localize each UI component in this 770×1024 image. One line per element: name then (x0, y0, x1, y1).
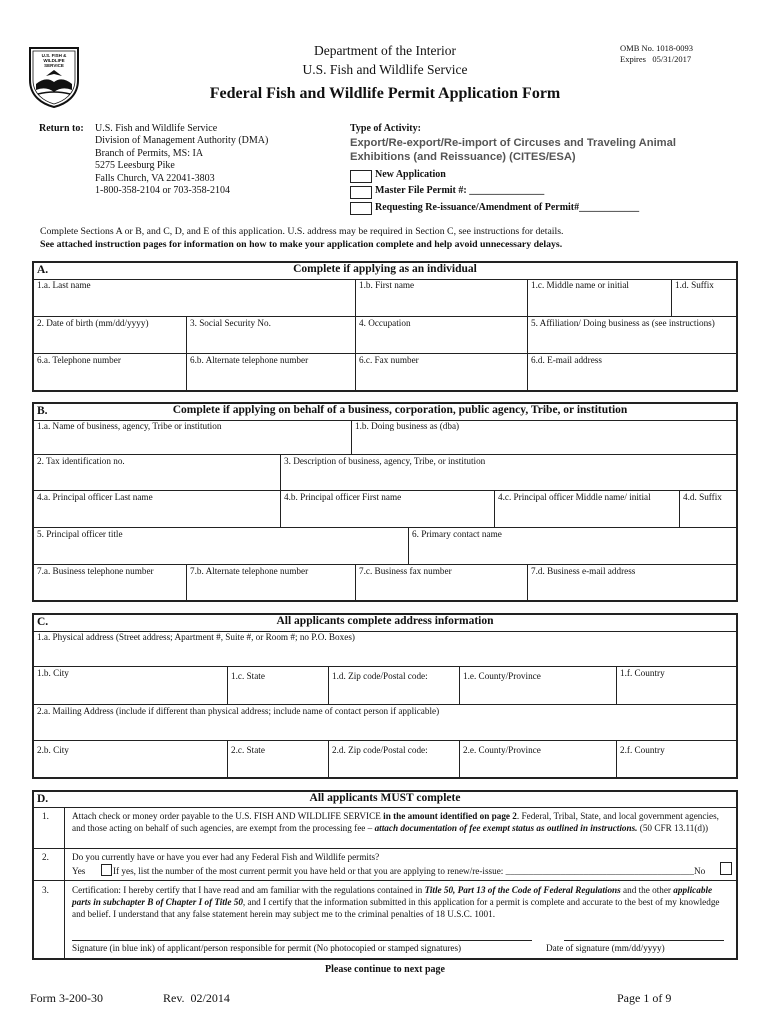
field-officer-middle-name[interactable]: 4.c. Principal officer Middle name/ initial (495, 491, 680, 528)
item-3-text-a: Certification: I hereby certify that I have read and am familiar with the regulations contained in (72, 885, 425, 895)
reissuance-checkbox[interactable] (350, 202, 372, 215)
item-2-detail: If yes, list the number of the most current permit you have held or that you are applying to renew/re-issue: _________________________________________No (113, 866, 706, 876)
field-county[interactable]: 1.e. County/Province (460, 667, 617, 705)
field-alt-telephone[interactable]: 6.b. Alternate telephone number (187, 354, 356, 390)
date-line[interactable] (564, 940, 724, 941)
field-occupation[interactable]: 4. Occupation (356, 317, 528, 354)
section-d-letter: D. (37, 793, 49, 805)
field-physical-address[interactable]: 1.a. Physical address (Street address; Apartment #, Suite #, or Room #; no P.O. Boxes) (34, 631, 736, 667)
field-business-description[interactable]: 3. Description of business, agency, Tribe, or institution (281, 455, 736, 491)
section-a (32, 261, 738, 392)
revision: Rev. 02/2014 (163, 991, 230, 1005)
field-primary-contact[interactable]: 6. Primary contact name (409, 528, 736, 565)
signature-line[interactable] (72, 940, 532, 941)
item-1-text-a: Attach check or money order payable to the U.S. FISH AND WILDLIFE SERVICE (72, 811, 384, 821)
field-state[interactable]: 1.c. State (228, 667, 329, 705)
yes-label: Yes (72, 866, 86, 876)
item-1-text-c: . Federal, Tribal, State, and local government agencies, and those acting on behalf of such agencies, are exempt from the processing fee – (72, 811, 719, 833)
page-number: Page 1 of 9 (617, 991, 672, 1005)
form-title: Federal Fish and Wildlife Permit Application Form (209, 85, 561, 102)
master-file-checkbox[interactable] (350, 186, 372, 199)
field-mailing-zip[interactable]: 2.d. Zip code/Postal code: (329, 741, 460, 777)
section-d-header (34, 792, 736, 808)
section-b-title: Complete if applying on behalf of a business, corporation, public agency, Tribe, or institution (172, 404, 628, 416)
field-business-fax[interactable]: 7.c. Business fax number (356, 565, 528, 600)
item-1-text-e: (50 CFR 13.11(d)) (637, 823, 709, 833)
item-3-text-b: Title 50, Part 13 of the Code of Federal Regulations (424, 885, 621, 895)
field-date-of-birth[interactable]: 2. Date of birth (mm/dd/yyyy) (34, 317, 187, 354)
field-city[interactable]: 1.b. City (34, 667, 228, 705)
field-last-name[interactable]: 1.a. Last name (34, 279, 356, 317)
yes-checkbox[interactable] (101, 864, 112, 876)
field-first-name[interactable]: 1.b. First name (356, 279, 528, 317)
instructions-line-1: Complete Sections A or B, and C, D, and E of this application. U.S. address may be required in Section C, see instructions for details. (40, 226, 564, 237)
expiration-date: Expires 05/31/2017 (620, 54, 692, 64)
field-officer-title[interactable]: 5. Principal officer title (34, 528, 409, 565)
form-number: Form 3-200-30 (30, 991, 103, 1005)
item-3-text (72, 884, 730, 920)
department-name: Department of the Interior (313, 43, 457, 58)
section-c-letter: C. (37, 616, 49, 628)
divider (34, 880, 736, 881)
reissuance-label: Requesting Re-issuance/Amendment of Permit#____________ (375, 202, 640, 213)
section-d-title: All applicants MUST complete (309, 792, 461, 804)
item-1-text (72, 810, 730, 834)
section-a-title: Complete if applying as an individual (293, 263, 477, 275)
field-affiliation[interactable]: 5. Affiliation/ Doing business as (see instructions) (528, 317, 736, 354)
item-3-text-e: , and I certify that the information submitted in this application for a permit is complete and accurate to the best of my knowledge and belief. I understand that any false statement herein may subject me to the criminal penalties of 18 U.S.C. 1001. (72, 897, 720, 919)
new-application-checkbox[interactable] (350, 170, 372, 183)
field-country[interactable]: 1.f. Country (617, 667, 736, 705)
section-b-header (34, 404, 736, 421)
logo-text: U.S. FISH & WILDLIFE SERVICE (41, 53, 67, 68)
field-business-alt-telephone[interactable]: 7.b. Alternate telephone number (187, 565, 356, 600)
field-officer-last-name[interactable]: 4.a. Principal officer Last name (34, 491, 281, 528)
field-fax[interactable]: 6.c. Fax number (356, 354, 528, 390)
field-business-name[interactable]: 1.a. Name of business, agency, Tribe or institution (34, 420, 352, 455)
service-name: U.S. Fish and Wildlife Service (302, 62, 468, 77)
item-1-text-b: in the amount identified on page 2 (383, 811, 517, 821)
field-mailing-country[interactable]: 2.f. Country (620, 745, 665, 755)
field-zip[interactable]: 1.d. Zip code/Postal code: (329, 667, 460, 705)
item-3-text-c: and the other (620, 885, 674, 895)
item-2-number: 2. (42, 852, 49, 862)
return-to-address (95, 123, 268, 197)
field-telephone[interactable]: 6.a. Telephone number (34, 354, 187, 390)
agency-logo (28, 46, 80, 108)
section-c-title: All applicants complete address information (276, 615, 494, 627)
section-b (32, 402, 738, 602)
section-a-header (34, 263, 736, 280)
field-business-email[interactable]: 7.d. Business e-mail address (531, 566, 636, 576)
no-checkbox[interactable] (720, 862, 732, 875)
return-to-label: Return to: (39, 123, 84, 134)
section-c (32, 613, 738, 779)
address-line: U.S. Fish and Wildlife Service (95, 123, 218, 134)
field-tax-id[interactable]: 2. Tax identification no. (34, 455, 281, 491)
field-officer-first-name[interactable]: 4.b. Principal officer First name (281, 491, 495, 528)
field-dba[interactable]: 1.b. Doing business as (dba) (352, 420, 736, 455)
address-line: Division of Management Authority (DMA) (95, 135, 269, 147)
address-line: Branch of Permits, MS: IA (95, 147, 204, 159)
field-middle-name[interactable]: 1.c. Middle name or initial (528, 279, 672, 317)
item-1-number: 1. (42, 811, 49, 821)
field-mailing-address[interactable]: 2.a. Mailing Address (include if different than physical address; include name of contact person if applicable) (34, 705, 736, 741)
field-officer-suffix[interactable]: 4.d. Suffix (680, 491, 736, 528)
address-line: Falls Church, VA 22041-3803 (95, 172, 215, 184)
field-business-telephone[interactable]: 7.a. Business telephone number (34, 565, 187, 600)
signature-label: Signature (in blue ink) of applicant/person responsible for permit (No photocopied or stamped signatures) (72, 943, 462, 953)
item-3-number: 3. (42, 885, 49, 895)
date-label: Date of signature (mm/dd/yyyy) (546, 943, 665, 953)
item-1-text-d: attach documentation of fee exempt status as outlined in instructions. (374, 823, 638, 833)
instructions-line-2: See attached instruction pages for information on how to make your application complete and help avoid unnecessary delays. (40, 239, 563, 250)
activity-description: Export/Re-export/Re-import of Circuses and Traveling Animal Exhibitions (and Reissuance) (CITES/ESA) (350, 137, 676, 163)
address-line: 5275 Leesburg Pike (95, 160, 175, 172)
new-application-label: New Application (375, 169, 446, 180)
section-b-letter: B. (37, 405, 48, 417)
section-c-header (34, 615, 736, 632)
field-email[interactable]: 6.d. E-mail address (531, 355, 602, 365)
address-line: 1-800-358-2104 or 703-358-2104 (95, 185, 230, 197)
divider (34, 848, 736, 849)
number-column-divider (64, 807, 65, 958)
field-mailing-city[interactable]: 2.b. City (34, 741, 228, 777)
section-a-letter: A. (37, 264, 49, 276)
field-mailing-county[interactable]: 2.e. County/Province (460, 741, 617, 777)
field-ssn[interactable]: 3. Social Security No. (187, 317, 356, 354)
item-3-text-d: applicable parts in subchapter B of Chapter I of Title 50 (72, 885, 713, 907)
continue-note: Please continue to next page (325, 964, 445, 975)
omb-number: OMB No. 1018-0093 (620, 43, 693, 53)
master-file-label: Master File Permit #: _______________ (375, 185, 545, 196)
field-suffix[interactable]: 1.d. Suffix (672, 279, 736, 317)
field-mailing-state[interactable]: 2.c. State (228, 741, 329, 777)
activity-label: Type of Activity: (350, 123, 421, 134)
item-2-question: Do you currently have or have you ever had any Federal Fish and Wildlife permits? (72, 852, 380, 862)
section-d (32, 790, 738, 960)
